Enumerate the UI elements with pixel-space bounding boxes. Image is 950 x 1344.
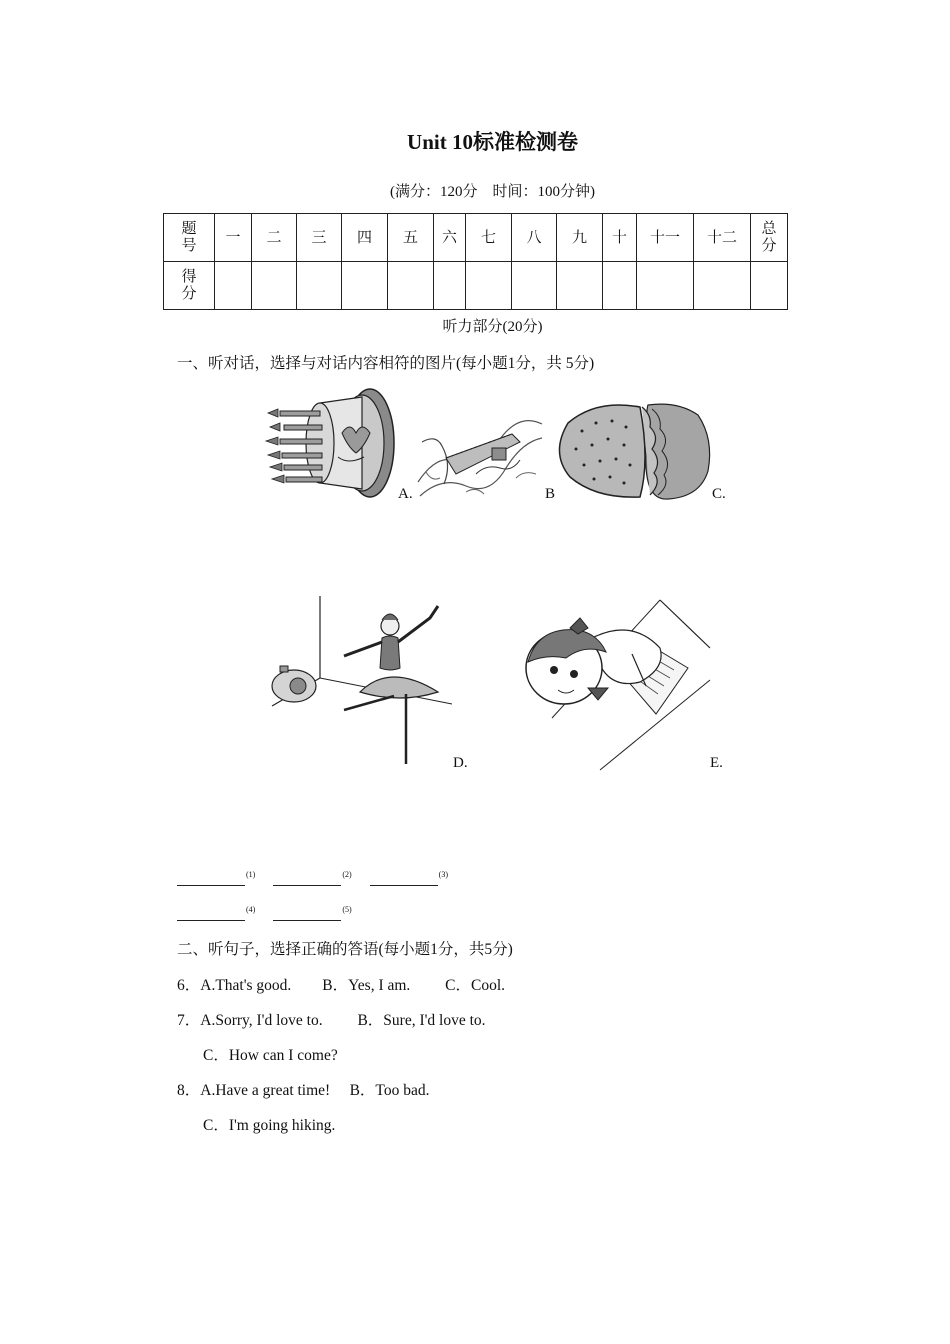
answer-blank[interactable]: (5) [273,905,351,926]
score-cell [434,262,466,310]
score-cell [637,262,694,310]
score-cell [751,262,788,310]
score-cell [215,262,252,310]
table-cell: 十一 [637,214,694,262]
page-title: Unit 10标准检测卷 [407,130,578,154]
table-cell: 八 [512,214,557,262]
table-cell: 七 [466,214,512,262]
score-cell [557,262,603,310]
question-7: 7．A.Sorry, I'd love to. B．Sure, I'd love to. [177,1012,486,1029]
table-cell: 一 [215,214,252,262]
table-cell-question-label: 题号 [164,214,215,262]
table-cell: 六 [434,214,466,262]
table-cell: 九 [557,214,603,262]
score-cell [603,262,637,310]
answer-blank[interactable]: (3) [370,870,448,891]
score-cell [694,262,751,310]
answer-blank[interactable]: (2) [273,870,351,891]
birthday-cake-picture [258,385,398,497]
great-wall-picture [416,412,544,500]
score-time-info: (满分：120分 时间：100分钟) [390,184,595,200]
table-cell: 十 [603,214,637,262]
answer-blank[interactable]: (4) [177,905,255,926]
picture-b-label: B [545,486,556,502]
question-8-option-c: C．I'm going hiking. [203,1117,336,1134]
score-cell [297,262,342,310]
table-cell: 十二 [694,214,751,262]
question-7-option-c: C．How can I come? [203,1047,338,1064]
answer-blanks-row-2 [177,905,370,926]
score-table [163,213,788,310]
part2-title: 二、听句子，选择正确的答语(每小题1分，共5分) [177,941,513,958]
picture-e-label: E. [710,755,723,771]
answer-blanks-row-1 [177,870,466,891]
picture-d-label: D. [453,755,468,771]
listening-section-heading: 听力部分(20分) [442,319,543,335]
score-table-score-row [164,262,788,310]
answer-blank[interactable]: (1) [177,870,255,891]
girl-writing-picture [512,598,710,772]
table-cell-score-label: 得分 [164,262,215,310]
table-cell: 二 [252,214,297,262]
table-cell: 三 [297,214,342,262]
question-6: 6．A.That's good. B．Yes, I am. C．Cool. [177,977,506,994]
question-8: 8．A.Have a great time! B．Too bad. [177,1082,430,1099]
picture-c-label: C. [712,486,726,502]
table-cell-total-label: 总分 [751,214,788,262]
score-cell [252,262,297,310]
table-cell: 五 [388,214,434,262]
strawberry-picture [556,401,712,501]
picture-a-label: A. [398,486,413,502]
score-cell [342,262,388,310]
table-cell: 四 [342,214,388,262]
score-cell [388,262,434,310]
ballet-dancer-picture [266,594,456,770]
score-cell [466,262,512,310]
score-cell [512,262,557,310]
part1-title: 一、听对话，选择与对话内容相符的图片(每小题1分，共 5分) [177,355,595,372]
score-table-header-row [164,214,788,262]
